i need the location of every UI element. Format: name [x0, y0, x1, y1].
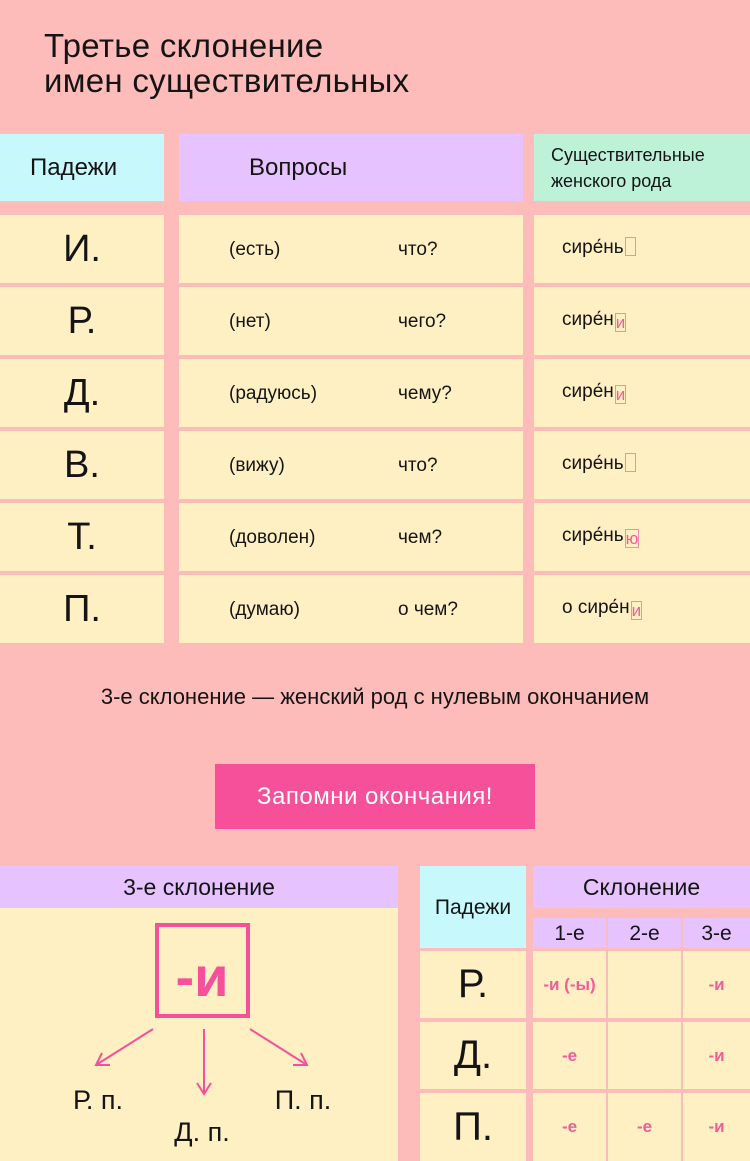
- noun-ending: [625, 453, 636, 472]
- noun-ending: и: [615, 385, 626, 404]
- noun-form: [562, 597, 642, 620]
- noun-stem-end: н: [603, 381, 614, 402]
- noun-form: [562, 237, 636, 259]
- header-questions: Вопросы: [179, 134, 523, 201]
- ending-value: -и (-ы): [543, 975, 596, 994]
- endings-case-abbrev: П.: [453, 1105, 493, 1149]
- noun-stem-end: нь: [603, 237, 624, 258]
- page-title: [44, 28, 409, 98]
- endings-value-cell: [533, 951, 606, 1018]
- row-case-cell: [0, 215, 164, 283]
- endings-case-cell: [420, 951, 526, 1018]
- row-case-cell: [0, 503, 164, 571]
- noun-ending: [625, 237, 636, 256]
- rule-text: 3-е склонение — женский род с нулевым окончанием: [100, 684, 650, 709]
- question-context: (доволен): [229, 527, 316, 548]
- row-case-cell: [0, 287, 164, 355]
- noun-stem-end: н: [603, 309, 614, 330]
- row-noun-cell: [534, 359, 750, 427]
- stressed-vowel: е ́: [593, 237, 604, 258]
- ending-value: -е: [561, 1117, 578, 1136]
- ending-box-text: -и: [175, 945, 229, 1008]
- case-abbrev: И.: [63, 228, 101, 270]
- ending-value: -и: [708, 1046, 725, 1065]
- ending-value: -и: [708, 1117, 725, 1136]
- row-noun-cell: [534, 575, 750, 643]
- question-context: (радуюсь): [229, 383, 318, 404]
- question-word: чем?: [398, 527, 443, 548]
- endings-case-abbrev: Р.: [457, 962, 489, 1006]
- question-word: о чем?: [398, 599, 458, 620]
- row-case-cell: [0, 575, 164, 643]
- noun-form: [562, 381, 626, 404]
- row-noun-cell: [534, 503, 750, 571]
- row-question-cell: [179, 287, 523, 355]
- noun-ending: и: [631, 601, 642, 620]
- endings-value-cell: [683, 951, 750, 1018]
- row-question-cell: [179, 359, 523, 427]
- question-context: (вижу): [229, 455, 285, 476]
- endings-value-cell: [608, 951, 681, 1018]
- row-case-cell: [0, 359, 164, 427]
- noun-preposition: о: [562, 597, 578, 618]
- arrow-right: [250, 1029, 307, 1065]
- endings-value-cell: [533, 1093, 606, 1161]
- question-word: что?: [398, 239, 438, 260]
- endings-value-cell: [608, 1093, 681, 1161]
- remember-endings-banner: Запомни окончания!: [215, 764, 535, 829]
- label-rp: Р. п.: [72, 1085, 124, 1115]
- label-pp: П. п.: [274, 1085, 332, 1115]
- arrow-left: [96, 1029, 153, 1065]
- ending-value: -и: [708, 975, 725, 994]
- row-noun-cell: [534, 287, 750, 355]
- row-question-cell: [179, 575, 523, 643]
- question-context: (есть): [229, 239, 281, 260]
- stressed-vowel: е ́: [609, 597, 620, 618]
- noun-stem: сир: [562, 237, 593, 258]
- stressed-vowel: е ́: [593, 525, 604, 546]
- endings-column-header: 2-е: [608, 918, 681, 948]
- endings-column-header: 3-е: [683, 918, 750, 948]
- case-abbrev: Т.: [67, 516, 97, 558]
- endings-header-declension: Склонение: [533, 866, 750, 908]
- noun-stem: сир: [562, 525, 593, 546]
- noun-stem: сир: [562, 309, 593, 330]
- case-abbrev: Р.: [67, 300, 97, 342]
- noun-stem-end: нь: [603, 525, 624, 546]
- ending-value: [608, 1022, 681, 1046]
- noun-stem: сир: [577, 597, 609, 618]
- endings-header-cases: Падежи: [420, 866, 526, 948]
- ending-diagram: [0, 908, 398, 1161]
- stressed-vowel: е ́: [593, 453, 604, 474]
- row-case-cell: [0, 431, 164, 499]
- noun-stem-end: н: [619, 597, 630, 618]
- diagram-panel: [0, 908, 398, 1161]
- header-cases: Падежи: [0, 134, 164, 201]
- noun-stem: сир: [562, 381, 593, 402]
- row-question-cell: [179, 503, 523, 571]
- endings-value-cell: [608, 1022, 681, 1089]
- label-dp: Д. п.: [174, 1117, 230, 1147]
- endings-value-cell: [533, 1022, 606, 1089]
- row-question-cell: [179, 431, 523, 499]
- row-noun-cell: [534, 215, 750, 283]
- header-nouns: Существительные женского рода: [534, 134, 750, 201]
- question-word: что?: [398, 455, 438, 476]
- endings-column-header: 1-е: [533, 918, 606, 948]
- ending-value: [608, 951, 681, 975]
- title-line-2: имен существительных: [44, 62, 410, 99]
- noun-form: [562, 309, 626, 332]
- noun-form: [562, 453, 636, 475]
- question-word: чему?: [398, 383, 452, 404]
- ending-value: -е: [561, 1046, 578, 1065]
- row-question-cell: [179, 215, 523, 283]
- endings-value-cell: [683, 1093, 750, 1161]
- noun-stem-end: нь: [603, 453, 624, 474]
- endings-value-cell: [683, 1022, 750, 1089]
- case-abbrev: В.: [64, 444, 100, 486]
- title-line-1: Третье склонение: [44, 27, 324, 64]
- endings-case-cell: [420, 1093, 526, 1161]
- endings-case-cell: [420, 1022, 526, 1089]
- noun-ending: и: [615, 313, 626, 332]
- case-abbrev: П.: [63, 588, 101, 630]
- stressed-vowel: е ́: [593, 309, 604, 330]
- case-abbrev: Д.: [63, 372, 101, 414]
- question-context: (думаю): [229, 599, 300, 620]
- endings-case-abbrev: Д.: [453, 1033, 493, 1077]
- noun-form: [562, 525, 639, 548]
- diagram-header: 3-е склонение: [0, 866, 398, 908]
- question-word: чего?: [398, 311, 447, 332]
- question-context: (нет): [229, 311, 271, 332]
- stressed-vowel: е ́: [593, 381, 604, 402]
- row-noun-cell: [534, 431, 750, 499]
- noun-stem: сир: [562, 453, 593, 474]
- noun-ending: ю: [625, 529, 639, 548]
- ending-value: -е: [636, 1117, 653, 1136]
